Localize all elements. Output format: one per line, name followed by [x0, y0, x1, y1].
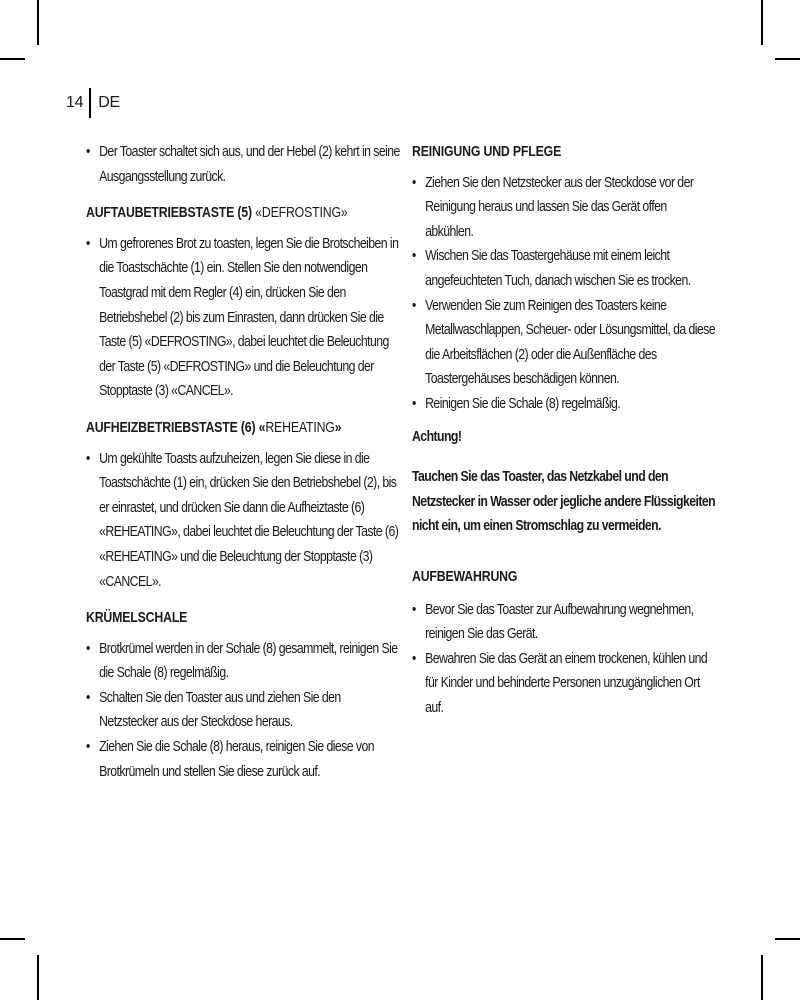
reheat-heading: [86, 416, 401, 441]
crop-mark: [0, 938, 25, 940]
list-item: • Bevor Sie das Toaster zur Aufbewahrung wegnehmen, reinigen Sie das Gerät.: [412, 598, 717, 647]
language-code: DE: [98, 94, 120, 111]
left-column: [86, 140, 401, 784]
page-header: [66, 88, 120, 118]
defrost-heading: [86, 201, 401, 226]
cleaning-heading: REINIGUNG UND PFLEGE: [412, 143, 562, 160]
list-item: • Um gekühlte Toasts aufzuheizen, legen Sie diese in die Toastschächte (1) ein, drücken Sie den Betriebshebel (2), bis er einrastet, und drücken Sie dann die Aufheiztaste (6) «REHEATING», dabei leuchtet die Beleuchtung der Taste (6) «REHEATING» und die Beleuchtung der Stopptaste (3) «CANCEL».: [86, 447, 401, 595]
reheat-heading-end: »: [334, 418, 342, 436]
crop-mark: [761, 955, 763, 1000]
page-number: 14: [66, 94, 84, 111]
crop-mark: [775, 938, 800, 940]
list-item: • Verwenden Sie zum Reinigen des Toasters keine Metallwaschlappen, Scheuer- oder Lösungsmittel, da diese die Arbeitsflächen (2) oder die Außenfläche des Toastergehäuses beschädigen können.: [412, 294, 717, 392]
defrost-heading-text: AUFTAUBETRIEBSTASTE (5): [86, 204, 252, 222]
cleaning-list: [412, 171, 717, 417]
list-item: • Der Toaster schaltet sich aus, und der Hebel (2) kehrt in seine Ausgangsstellung zurück.: [86, 140, 401, 189]
list-item: • Brotkrümel werden in der Schale (8) gesammelt, reinigen Sie die Schale (8) regelmäßig.: [86, 637, 401, 686]
reheat-list: [86, 447, 401, 595]
list-item: • Schalten Sie den Toaster aus und ziehen Sie den Netzstecker aus der Steckdose heraus.: [86, 686, 401, 735]
reheat-heading-text: AUFHEIZBETRIEBSTASTE (6) «: [86, 418, 266, 436]
crumb-list: [86, 637, 401, 785]
crumb-heading: KRÜMELSCHALE: [86, 609, 188, 627]
list-item: • Um gefrorenes Brot zu toasten, legen Sie die Brotscheiben in die Toastschächte (1) ein. Stellen Sie den notwendigen Toastgrad mit dem Regler (4) ein, drücken Sie den Betriebshebel (2) bis zum Einrasten, dann drücken Sie die Taste (5) «DEFROSTING», dabei leuchtet die Beleuchtung der Taste (5) «DEFROSTING» und die Beleuchtung der Stopptaste (3) «CANCEL».: [86, 232, 401, 404]
crop-mark: [775, 58, 800, 60]
crop-mark: [37, 0, 39, 45]
crop-mark: [0, 58, 25, 60]
list-item: • Bewahren Sie das Gerät an einem trockenen, kühlen und für Kinder und behinderte Personen unzugänglichen Ort auf.: [412, 647, 717, 721]
reheat-heading-suffix: REHEATING: [265, 418, 335, 436]
crop-mark: [37, 955, 39, 1000]
storage-heading: AUFBEWAHRUNG: [412, 567, 518, 585]
list-item: • Reinigen Sie die Schale (8) regelmäßig.: [412, 392, 717, 417]
attention-label: Achtung!: [412, 427, 462, 445]
storage-list: [412, 598, 717, 721]
list-item: • Ziehen Sie den Netzstecker aus der Steckdose vor der Reinigung heraus und lassen Sie das Gerät offen abkühlen.: [412, 171, 717, 245]
attention-text: Tauchen Sie das Toaster, das Netzkabel und den Netzstecker in Wasser oder jegliche andere Flüssigkeiten nicht ein, um einen Stromschlag zu vermeiden.: [412, 468, 716, 535]
crop-mark: [761, 0, 763, 45]
header-divider: [89, 88, 91, 118]
defrost-heading-suffix: «DEFROSTING»: [255, 204, 348, 222]
defrost-list: [86, 232, 401, 404]
right-column: [412, 140, 717, 720]
list-item: • Ziehen Sie die Schale (8) heraus, reinigen Sie diese von Brotkrümeln und stellen Sie diese zurück auf.: [86, 735, 401, 784]
intro-list: [86, 140, 401, 189]
list-item: • Wischen Sie das Toastergehäuse mit einem leicht angefeuchteten Tuch, danach wischen Sie es trocken.: [412, 244, 717, 293]
